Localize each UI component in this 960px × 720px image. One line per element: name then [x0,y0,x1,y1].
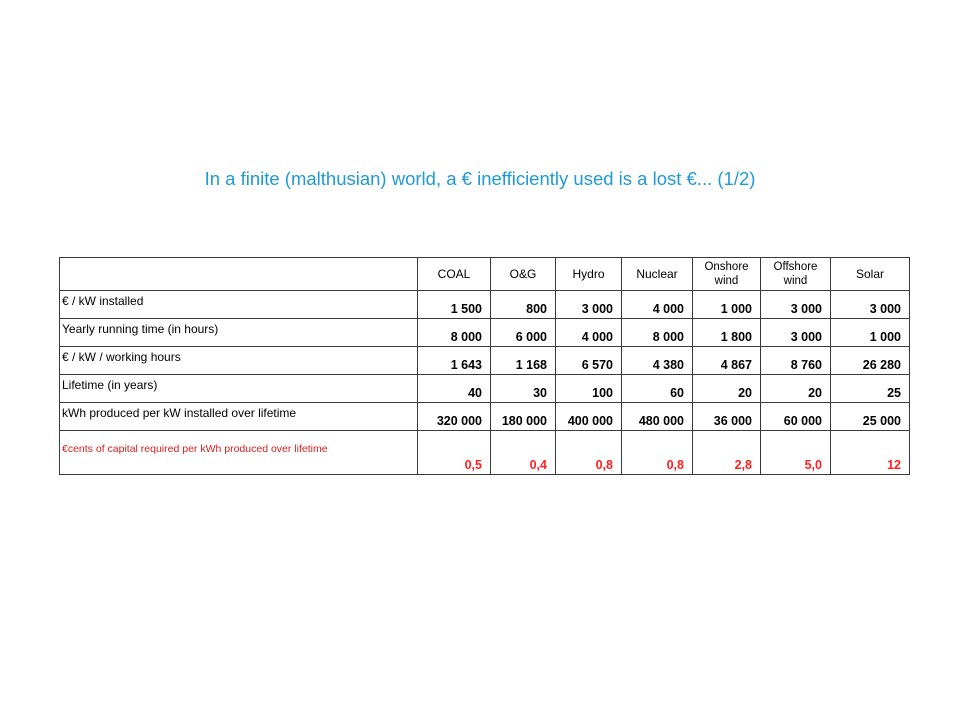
table-cell: 3 000 [761,319,831,347]
table-cell: 0,4 [491,431,556,475]
table-cell: 25 000 [831,403,910,431]
table-cell: 0,5 [418,431,491,475]
table-cell: 1 168 [491,347,556,375]
table-cell: 1 643 [418,347,491,375]
column-header: Solar [831,258,910,291]
table-cell: 5,0 [761,431,831,475]
table-cell: 4 867 [693,347,761,375]
table-cell: 100 [556,375,622,403]
row-label: Lifetime (in years) [60,375,418,403]
table-cell: 8 760 [761,347,831,375]
table-cell: 60 000 [761,403,831,431]
table-cell: 8 000 [418,319,491,347]
table-cell: 26 280 [831,347,910,375]
table-cell: 480 000 [622,403,693,431]
table-cell: 3 000 [761,291,831,319]
table-cell: 40 [418,375,491,403]
table-cell: 1 800 [693,319,761,347]
table-cell: 1 000 [693,291,761,319]
table-row [60,319,910,347]
table-row [60,291,910,319]
table-cell: 0,8 [622,431,693,475]
table-cell: 3 000 [831,291,910,319]
column-header: Onshore wind [693,258,761,291]
table-cell: 2,8 [693,431,761,475]
table-row-highlight [60,431,910,475]
table-cell: 320 000 [418,403,491,431]
table-cell: 800 [491,291,556,319]
table-header-row [60,258,910,291]
table-cell: 8 000 [622,319,693,347]
row-label: €cents of capital required per kWh produced over lifetime [60,431,418,475]
table-cell: 6 570 [556,347,622,375]
table-cell: 4 000 [622,291,693,319]
table-cell: 1 000 [831,319,910,347]
row-label: kWh produced per kW installed over lifetime [60,403,418,431]
table-row [60,403,910,431]
table-cell: 3 000 [556,291,622,319]
table-cell: 20 [761,375,831,403]
table-row [60,375,910,403]
column-header: O&G [491,258,556,291]
table-cell: 400 000 [556,403,622,431]
table-row [60,347,910,375]
table-cell: 36 000 [693,403,761,431]
row-label: € / kW installed [60,291,418,319]
column-header: Hydro [556,258,622,291]
slide-title: In a finite (malthusian) world, a € inefficiently used is a lost €... (1/2) [204,168,756,189]
table-cell: 25 [831,375,910,403]
row-label: € / kW / working hours [60,347,418,375]
table-cell: 60 [622,375,693,403]
energy-cost-table [59,257,910,475]
table-cell: 20 [693,375,761,403]
column-header: COAL [418,258,491,291]
column-header: Offshore wind [761,258,831,291]
header-corner-cell [60,258,418,291]
table-cell: 4 000 [556,319,622,347]
table-cell: 180 000 [491,403,556,431]
table-cell: 0,8 [556,431,622,475]
table-cell: 12 [831,431,910,475]
row-label: Yearly running time (in hours) [60,319,418,347]
column-header: Nuclear [622,258,693,291]
table-cell: 6 000 [491,319,556,347]
table-cell: 1 500 [418,291,491,319]
table-cell: 30 [491,375,556,403]
table-cell: 4 380 [622,347,693,375]
